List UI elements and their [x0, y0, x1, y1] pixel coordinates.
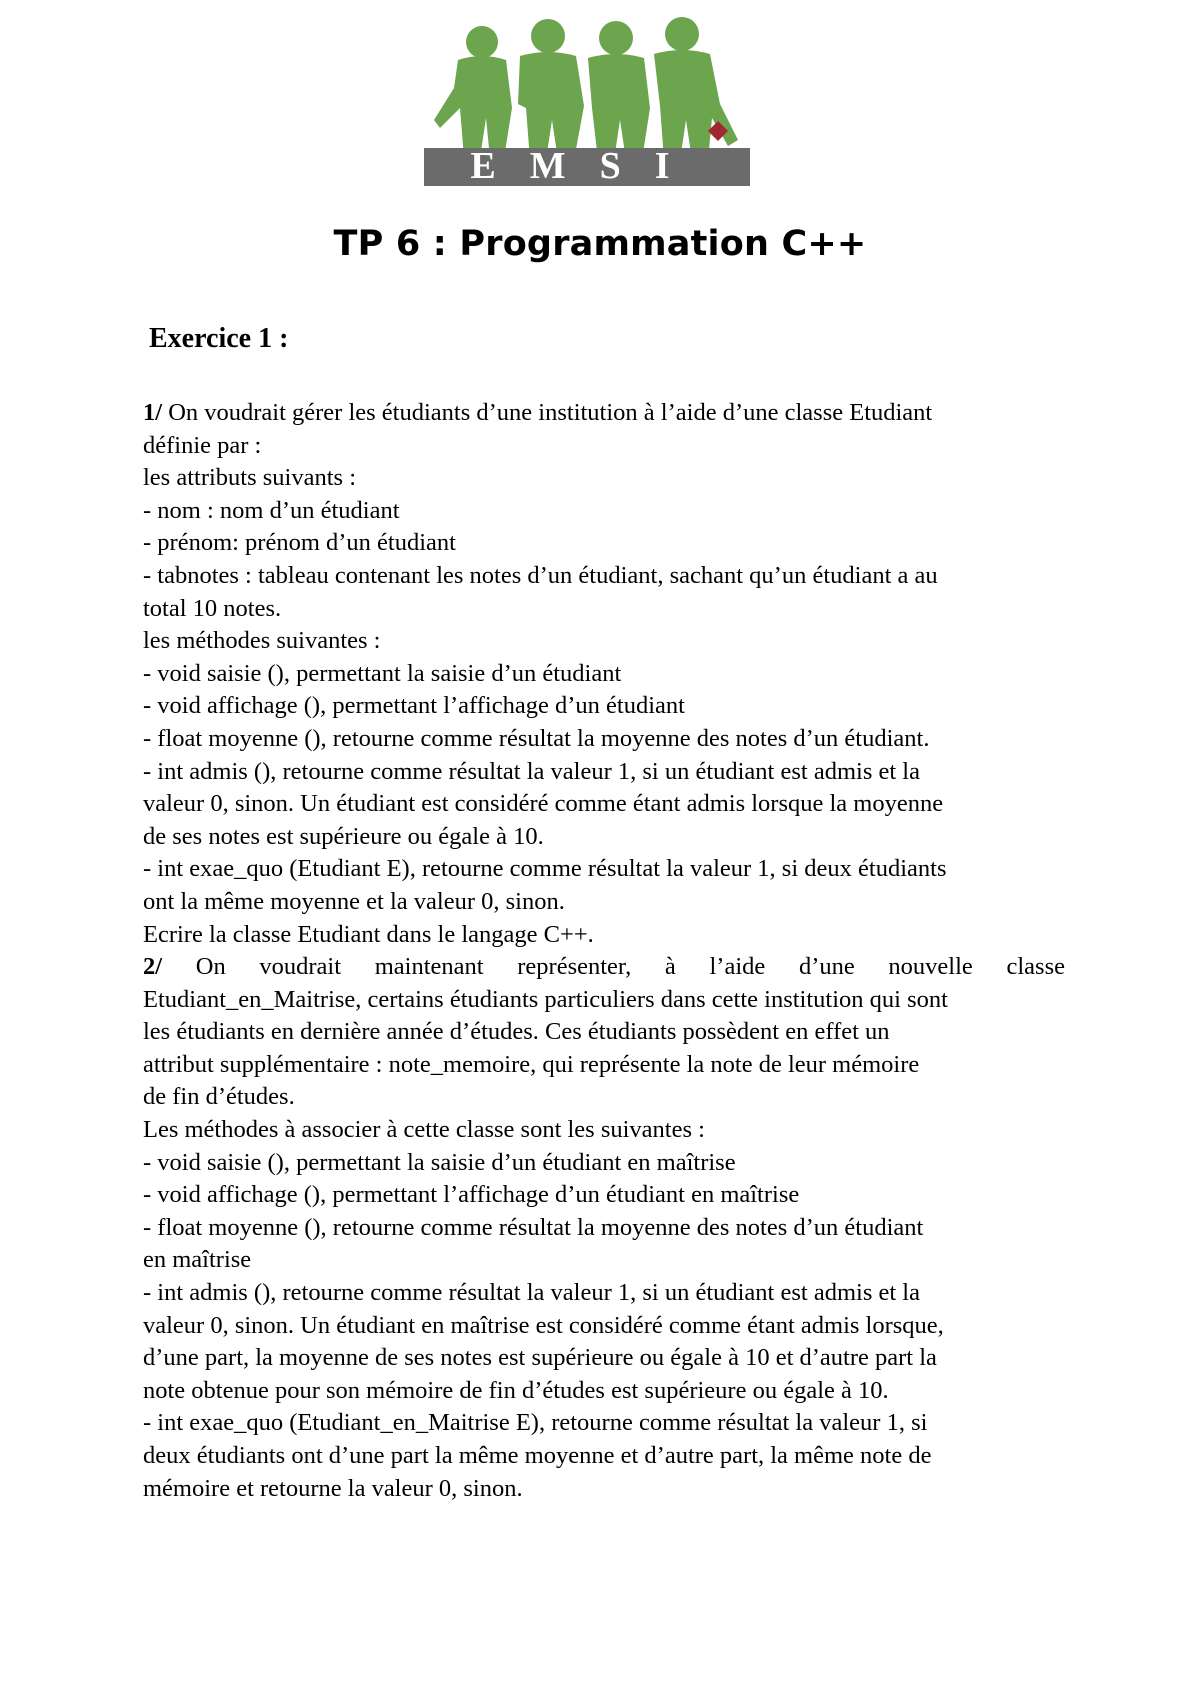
method-item: deux étudiants ont d’une part la même moyenne et d’autre part, la même note de — [143, 1442, 932, 1469]
logo-text: EMSI — [470, 145, 704, 187]
part1-methods-heading: les méthodes suivantes : — [143, 627, 381, 655]
exercise-heading: Exercice 1 : — [149, 323, 289, 354]
method-item: en maîtrise — [143, 1246, 252, 1274]
part2-intro-line: les étudiants en dernière année d’études. Ces étudiants possèdent en effet un — [143, 1018, 890, 1046]
attribute-item: - prénom: prénom d’un étudiant — [143, 529, 456, 557]
method-item: - float moyenne (), retourne comme résultat la moyenne des notes d’un étudiant. — [143, 724, 930, 752]
method-item: ont la même moyenne et la valeur 0, sinon. — [143, 887, 565, 915]
method-item: - int exae_quo (Etudiant_en_Maitrise E), retourne comme résultat la valeur 1, si — [143, 1409, 928, 1437]
method-item: valeur 0, sinon. Un étudiant en maîtrise est considéré comme étant admis lorsque, — [143, 1311, 944, 1339]
method-item: - void saisie (), permettant la saisie d’un étudiant en maîtrise — [143, 1148, 736, 1176]
method-item: d’une part, la moyenne de ses notes est supérieure ou égale à 10 et d’autre part la — [143, 1344, 937, 1372]
method-item: mémoire et retourne la valeur 0, sinon. — [143, 1474, 523, 1502]
part1-instruction: Ecrire la classe Etudiant dans le langage C++. — [143, 920, 594, 948]
document-title: TP 6 : Programmation C++ — [333, 224, 867, 264]
part1-intro-line2: définie par : — [143, 431, 262, 459]
part1-number: 1/ — [143, 399, 163, 426]
method-item: - int exae_quo (Etudiant E), retourne comme résultat la valeur 1, si deux étudiants — [143, 855, 947, 883]
emsi-logo — [420, 8, 780, 193]
part2-intro-line: Etudiant_en_Maitrise, certains étudiants particuliers dans cette institution qui sont — [143, 985, 948, 1013]
attribute-item: - tabnotes : tableau contenant les notes d’un étudiant, sachant qu’un étudiant a au — [143, 561, 938, 589]
method-item: - void affichage (), permettant l’affichage d’un étudiant — [143, 692, 685, 720]
method-item: - void affichage (), permettant l’affichage d’un étudiant en maîtrise — [143, 1181, 800, 1209]
part2-intro-line: attribut supplémentaire : note_memoire, qui représente la note de leur mémoire — [143, 1050, 920, 1078]
method-item: - void saisie (), permettant la saisie d’un étudiant — [143, 659, 622, 687]
exercise-body — [143, 397, 1065, 1505]
method-item: de ses notes est supérieure ou égale à 10. — [143, 822, 544, 850]
part1-intro: 1/ On voudrait gérer les étudiants d’une institution à l’aide d’une classe Etudiant — [143, 399, 933, 426]
students-group-logo-icon — [434, 17, 738, 160]
part2-intro: 2/ On voudrait maintenant représenter, à l’aide d’une nouvelle classe — [143, 953, 1065, 981]
attribute-item: - nom : nom d’un étudiant — [143, 496, 400, 524]
method-item: - float moyenne (), retourne comme résultat la moyenne des notes d’un étudiant — [143, 1213, 924, 1241]
method-item: note obtenue pour son mémoire de fin d’études est supérieure ou égale à 10. — [143, 1376, 889, 1404]
part2-methods-heading: Les méthodes à associer à cette classe sont les suivantes : — [143, 1116, 705, 1144]
part1-attributes-heading: les attributs suivants : — [143, 464, 356, 492]
part2-number: 2/ — [143, 953, 163, 981]
method-item: valeur 0, sinon. Un étudiant est considéré comme étant admis lorsque la moyenne — [143, 790, 944, 818]
attribute-item: total 10 notes. — [143, 594, 282, 622]
method-item: - int admis (), retourne comme résultat la valeur 1, si un étudiant est admis et la — [143, 757, 920, 785]
method-item: - int admis (), retourne comme résultat la valeur 1, si un étudiant est admis et la — [143, 1279, 920, 1307]
part2-intro-line: de fin d’études. — [143, 1083, 295, 1111]
